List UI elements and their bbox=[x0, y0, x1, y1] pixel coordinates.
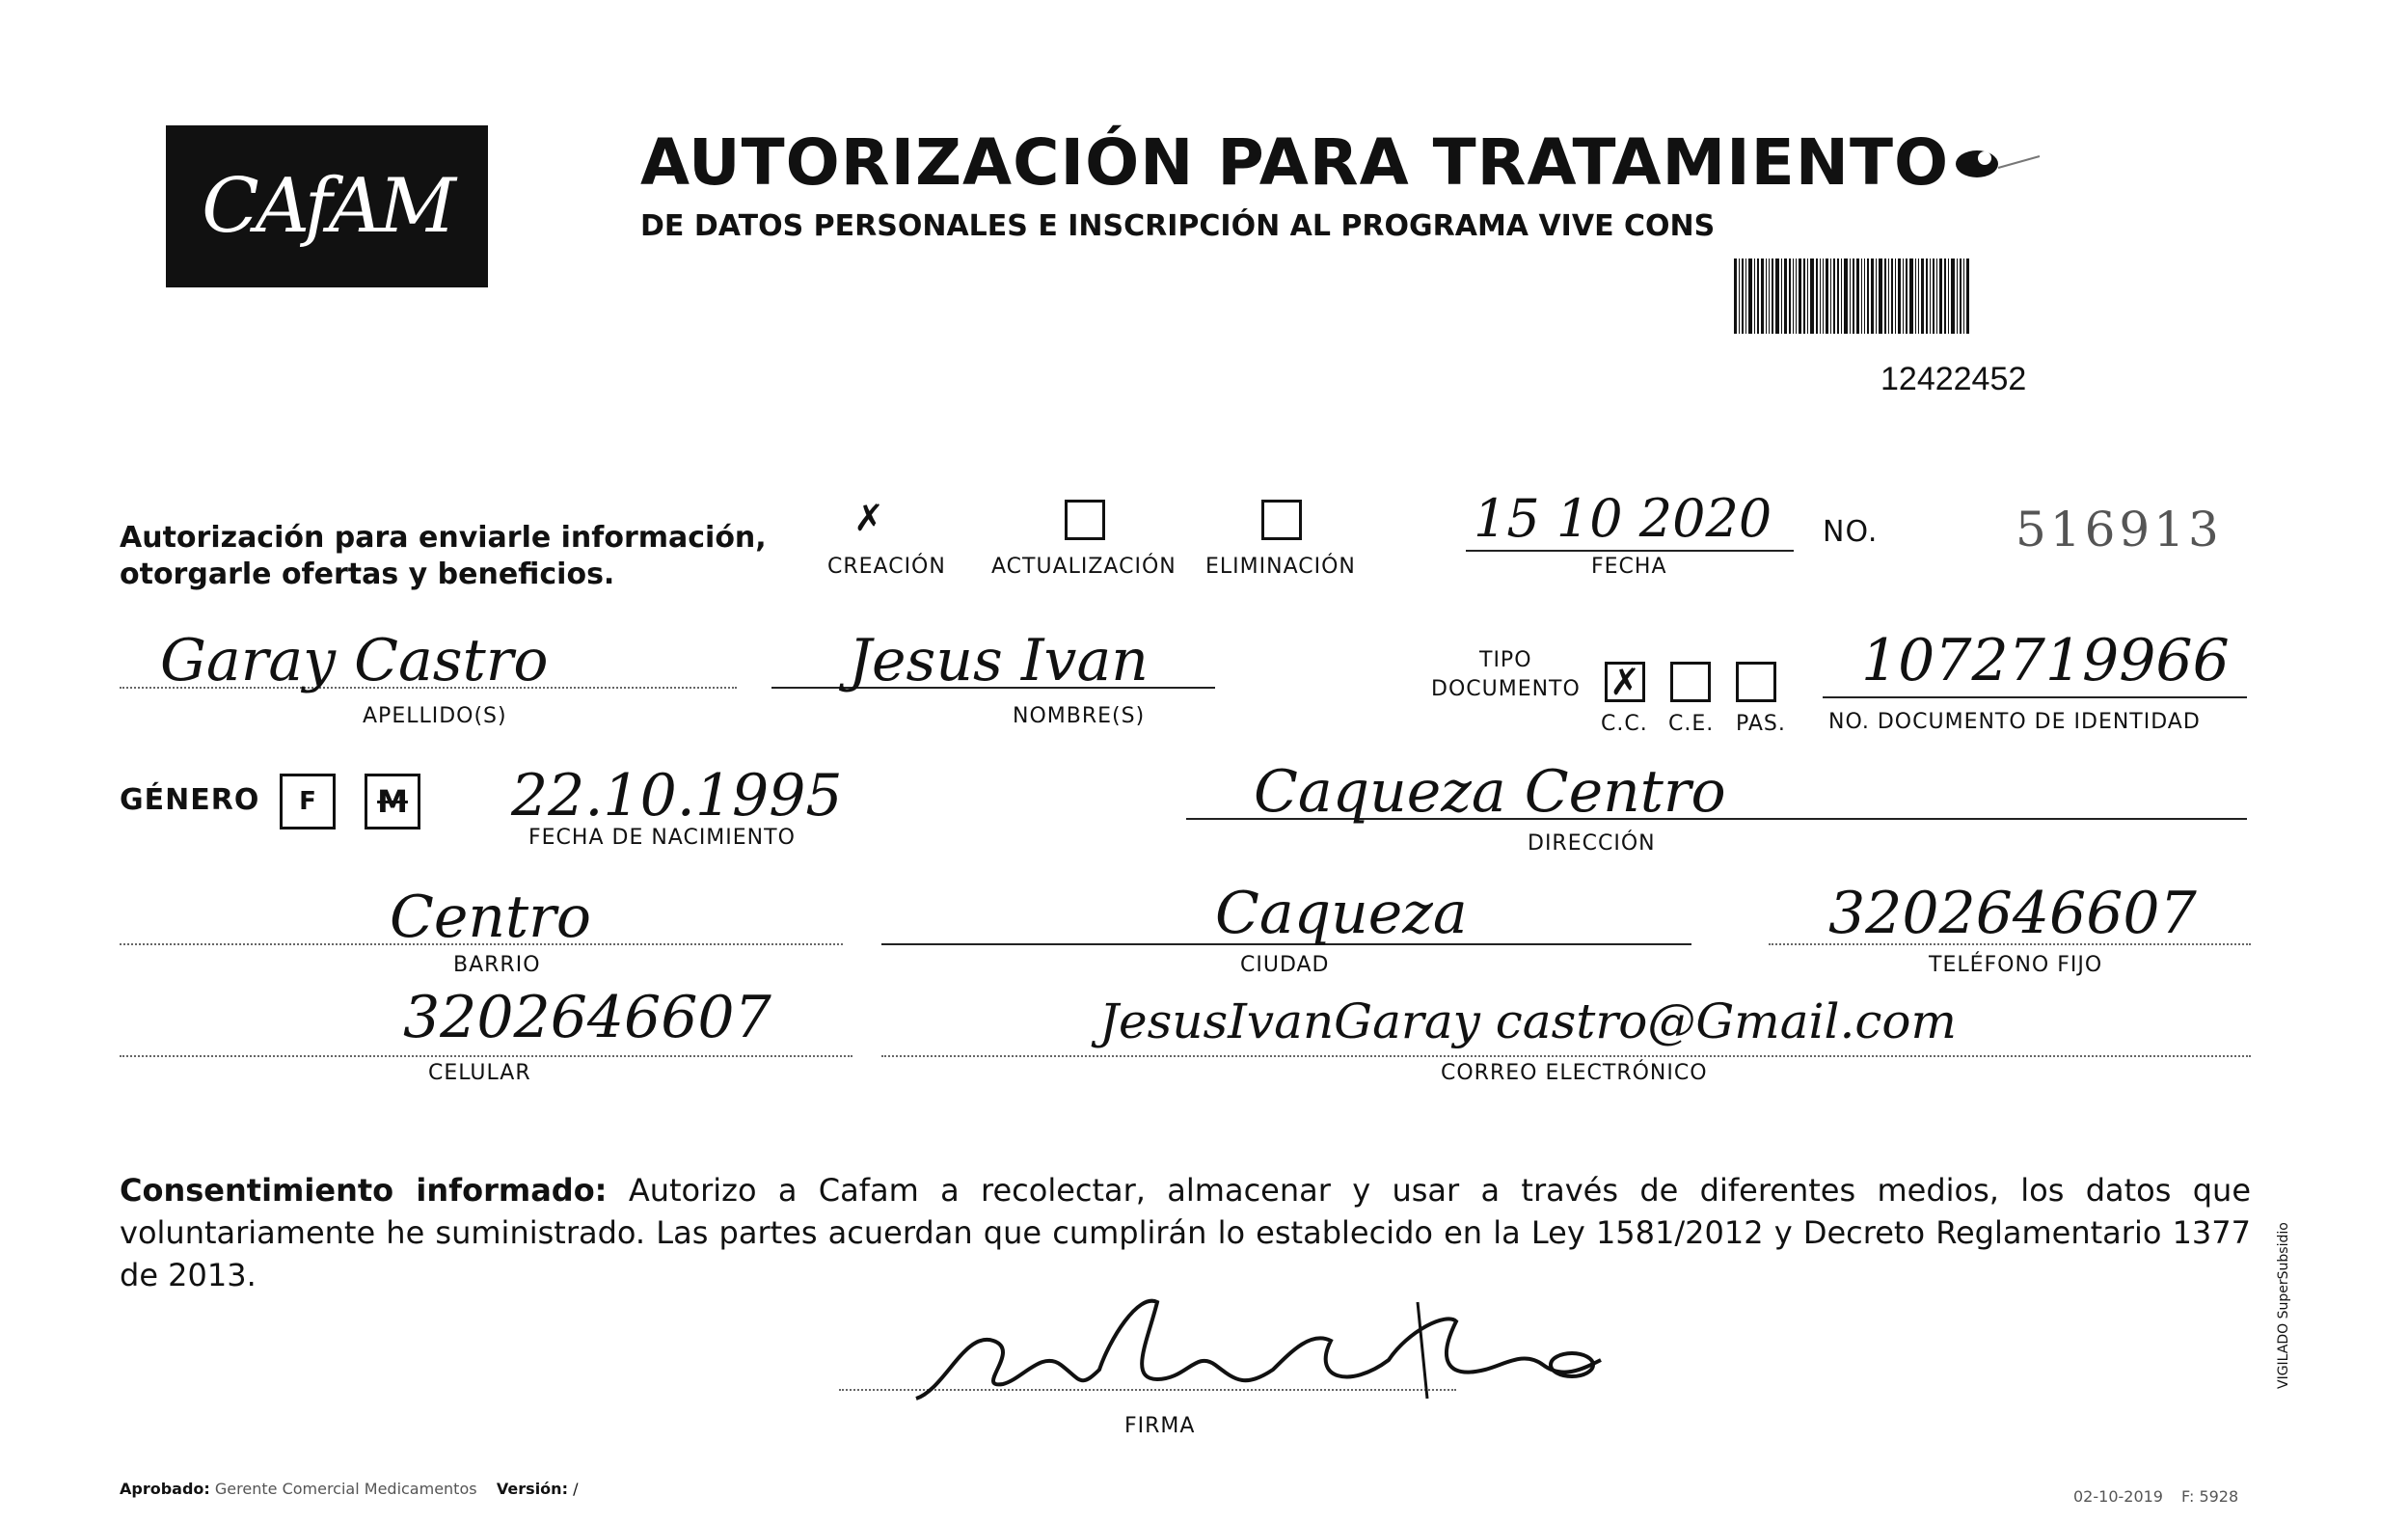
barcode-bar bbox=[1810, 258, 1814, 334]
barcode-bar bbox=[1754, 258, 1755, 334]
barcode-bar bbox=[1909, 258, 1913, 334]
address-value: Caqueza Centro bbox=[1254, 758, 1726, 826]
gender-m-checkbox[interactable] bbox=[365, 774, 420, 829]
barcode-bar bbox=[1933, 258, 1935, 334]
eliminacion-checkbox[interactable] bbox=[1261, 500, 1302, 540]
barcode-bar bbox=[1879, 258, 1882, 334]
barcode-bar bbox=[1871, 258, 1874, 334]
creacion-label: CREACIÓN bbox=[827, 555, 946, 579]
barcode-bar bbox=[1841, 258, 1842, 334]
check-mark-icon: ✗ bbox=[853, 497, 884, 539]
surname-value: Garay Castro bbox=[160, 627, 549, 694]
barcode-bar bbox=[1856, 258, 1859, 334]
barcode-bar bbox=[1739, 258, 1740, 334]
barcode-bar bbox=[1757, 258, 1759, 334]
barcode-number: 12422452 bbox=[1880, 361, 2027, 397]
doc-type-cc-label: C.C. bbox=[1601, 712, 1648, 736]
doc-number-label: NO. DOCUMENTO DE IDENTIDAD bbox=[1828, 710, 2201, 734]
gender-label: GÉNERO bbox=[120, 783, 260, 817]
gender-f-label: F bbox=[299, 787, 316, 816]
barcode-bar bbox=[1906, 258, 1907, 334]
doc-type-ce-checkbox[interactable] bbox=[1670, 662, 1711, 702]
form-subtitle: DE DATOS PERSONALES E INSCRIPCIÓN AL PROGRAMA VIVE CONS bbox=[640, 209, 1716, 243]
barcode-bar bbox=[1930, 258, 1931, 334]
barcode-bar bbox=[1761, 258, 1764, 334]
check-mark-icon: ✗ bbox=[1610, 661, 1640, 703]
authorization-intro-line-2: otorgarle ofertas y beneficios. bbox=[120, 558, 615, 591]
form-code: F: 5928 bbox=[2181, 1487, 2239, 1506]
barcode-bar bbox=[1915, 258, 1916, 334]
landline-value: 3202646607 bbox=[1828, 880, 2197, 947]
no-label: NO. bbox=[1823, 515, 1879, 549]
form-number: 516913 bbox=[2016, 502, 2223, 558]
barcode-bar bbox=[1903, 258, 1904, 334]
signature-label: FIRMA bbox=[1124, 1414, 1196, 1438]
doc-type-ce-label: C.E. bbox=[1668, 712, 1715, 736]
doc-type-label-2: DOCUMENTO bbox=[1431, 677, 1581, 701]
barcode-bar bbox=[1888, 258, 1889, 334]
barcode-bar bbox=[1850, 258, 1851, 334]
barcode-bar bbox=[1853, 258, 1854, 334]
approved-value: Gerente Comercial Medicamentos bbox=[214, 1480, 477, 1498]
barcode-bar bbox=[1918, 258, 1919, 334]
city-value: Caqueza bbox=[1215, 880, 1468, 947]
barcode-bar bbox=[1799, 258, 1801, 334]
barcode-bar bbox=[1833, 258, 1835, 334]
surname-label: APELLIDO(S) bbox=[363, 704, 507, 728]
barcode-bar bbox=[1807, 258, 1808, 334]
mobile-label: CELULAR bbox=[428, 1061, 531, 1085]
barcode-bar bbox=[1734, 258, 1737, 334]
barcode-bar bbox=[1816, 258, 1818, 334]
barcode-bar bbox=[1960, 258, 1962, 334]
barcode-bar bbox=[1898, 258, 1901, 334]
barcode-bar bbox=[1844, 258, 1848, 334]
barcode-bar bbox=[1884, 258, 1886, 334]
barcode-bar bbox=[1957, 258, 1958, 334]
eliminacion-label: ELIMINACIÓN bbox=[1205, 555, 1356, 579]
doc-type-cc-checkbox[interactable] bbox=[1605, 662, 1645, 702]
barcode-bar bbox=[1803, 258, 1805, 334]
barrio-value: Centro bbox=[390, 884, 591, 951]
barcode-bar bbox=[1830, 258, 1831, 334]
barcode-bar bbox=[1772, 258, 1773, 334]
doc-type-pas-checkbox[interactable] bbox=[1736, 662, 1776, 702]
barcode-bar bbox=[1891, 258, 1893, 334]
given-names-value: Jesus Ivan bbox=[849, 627, 1149, 694]
doc-type-label-1: TIPO bbox=[1479, 648, 1532, 672]
barcode-bar bbox=[1769, 258, 1770, 334]
barcode-bar bbox=[1784, 258, 1787, 334]
doc-type-pas-label: PAS. bbox=[1736, 712, 1786, 736]
barcode-bar bbox=[1837, 258, 1839, 334]
landline-label: TELÉFONO FIJO bbox=[1929, 953, 2103, 977]
barcode-bar bbox=[1766, 258, 1767, 334]
approved-label: Aprobado: bbox=[120, 1480, 210, 1498]
decorative-mark-icon bbox=[1938, 135, 2044, 193]
barcode-bar bbox=[1936, 258, 1937, 334]
approval-info bbox=[120, 1480, 578, 1498]
version-label: Versión: bbox=[496, 1480, 568, 1498]
barcode-bar bbox=[1793, 258, 1794, 334]
given-names-label: NOMBRE(S) bbox=[1013, 704, 1146, 728]
email-value: JesusIvanGaray castro@Gmail.com bbox=[1099, 993, 1957, 1049]
actualizacion-label: ACTUALIZACIÓN bbox=[991, 555, 1177, 579]
gender-f-checkbox[interactable] bbox=[280, 774, 336, 829]
barcode bbox=[1734, 258, 2129, 334]
cafam-logo bbox=[166, 125, 488, 287]
actualizacion-checkbox[interactable] bbox=[1065, 500, 1105, 540]
barcode-bar bbox=[1939, 258, 1942, 334]
barcode-bar bbox=[1951, 258, 1955, 334]
email-label: CORREO ELECTRÓNICO bbox=[1441, 1061, 1708, 1085]
birth-date-label: FECHA DE NACIMIENTO bbox=[528, 826, 796, 850]
barcode-bar bbox=[1826, 258, 1828, 334]
barcode-bar bbox=[1963, 258, 1964, 334]
barcode-bar bbox=[1781, 258, 1782, 334]
barcode-bar bbox=[1921, 258, 1924, 334]
barcode-bar bbox=[1823, 258, 1824, 334]
barcode-bar bbox=[1796, 258, 1797, 334]
creacion-checkbox[interactable] bbox=[849, 498, 889, 538]
barcode-bar bbox=[1895, 258, 1896, 334]
consent-heading: Consentimiento informado: bbox=[120, 1172, 608, 1209]
date-value: 15 10 2020 bbox=[1474, 488, 1772, 549]
barcode-bar bbox=[1966, 258, 1969, 334]
barcode-bar bbox=[1748, 258, 1752, 334]
gender-m-label: M bbox=[377, 783, 408, 820]
barcode-bar bbox=[1789, 258, 1791, 334]
city-label: CIUDAD bbox=[1240, 953, 1330, 977]
address-label: DIRECCIÓN bbox=[1528, 831, 1656, 856]
date-label: FECHA bbox=[1591, 555, 1667, 579]
birth-date-value: 22.10.1995 bbox=[511, 762, 843, 829]
signature-drawing bbox=[906, 1273, 1620, 1418]
barcode-bar bbox=[1944, 258, 1946, 334]
supervision-side-text: VIGILADO SuperSubsidio bbox=[2276, 1222, 2291, 1389]
date-code: 02-10-2019 bbox=[2073, 1487, 2163, 1506]
mobile-value: 3202646607 bbox=[403, 984, 771, 1051]
consent-text: Autorizo a Cafam a recolectar, almacenar y usar a través de diferentes medios, los datos que voluntariamente he suministrado. Las partes acuerdan que cumplirán lo establecido en la Ley 1581/2012 y Decreto Reglamentario 1377 de 2013. bbox=[120, 1172, 2252, 1293]
doc-number-value: 1072719966 bbox=[1861, 627, 2230, 694]
form-title: AUTORIZACIÓN PARA TRATAMIENTO bbox=[640, 125, 1950, 200]
barcode-bar bbox=[1861, 258, 1862, 334]
barcode-bar bbox=[1864, 258, 1865, 334]
barcode-bar bbox=[1948, 258, 1949, 334]
barcode-bar bbox=[1775, 258, 1779, 334]
barcode-bar bbox=[1820, 258, 1821, 334]
barcode-bar bbox=[1742, 258, 1744, 334]
barcode-bar bbox=[1876, 258, 1877, 334]
barrio-label: BARRIO bbox=[453, 953, 541, 977]
authorization-intro-line-1: Autorización para enviarle información, bbox=[120, 521, 767, 555]
logo-text: CAfAM bbox=[202, 163, 452, 250]
barcode-bar bbox=[1867, 258, 1869, 334]
version-value: / bbox=[573, 1480, 579, 1498]
barcode-bar bbox=[1926, 258, 1928, 334]
barcode-bar bbox=[1745, 258, 1746, 334]
